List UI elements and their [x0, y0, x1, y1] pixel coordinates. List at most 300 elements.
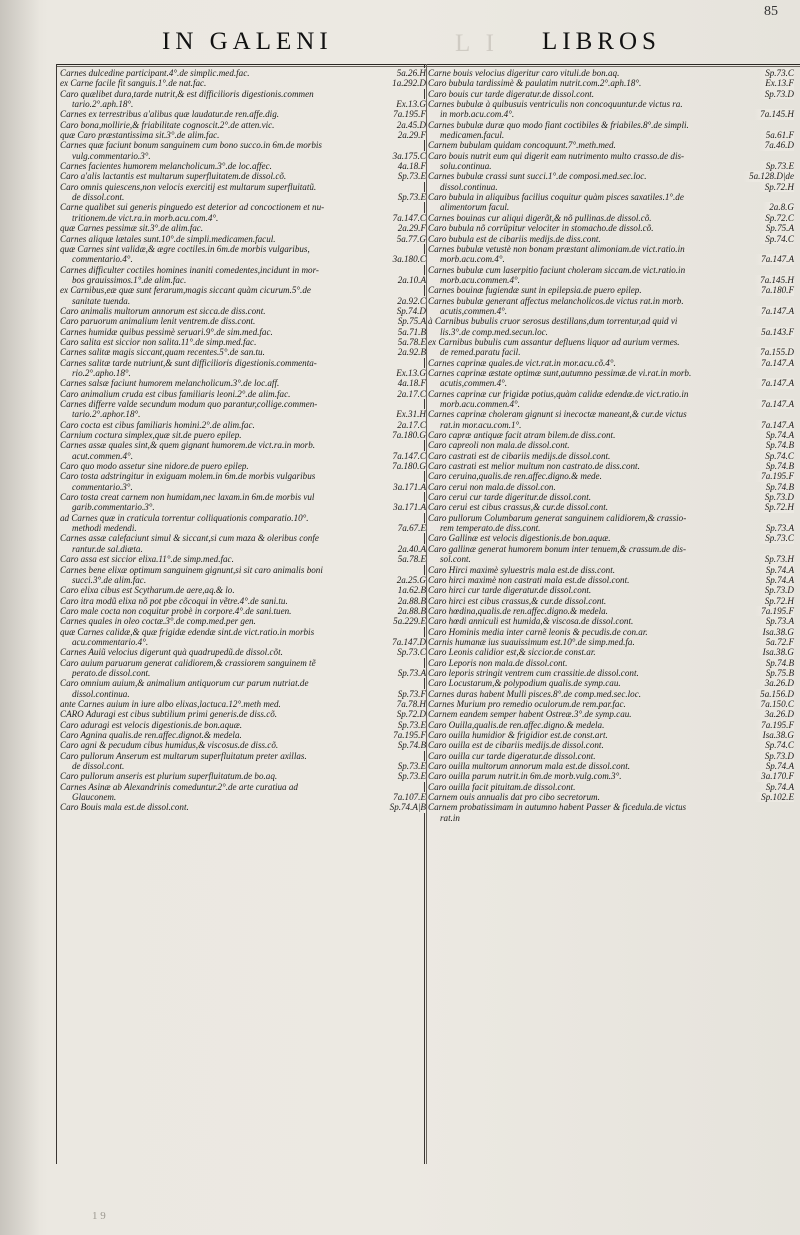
- entry-reference: Sp.75.A: [392, 316, 426, 326]
- entry-reference: 7a.150.C: [755, 699, 794, 709]
- index-entry-line: [60, 399, 428, 409]
- entry-text: Carne bouis velocius digeritur caro vituli.de bon.aq.: [428, 68, 620, 78]
- entry-reference: 7a.145.H: [754, 109, 794, 119]
- index-entry-line: [428, 678, 796, 688]
- entry-text: Caro bubula tardissimè & paulatim nutrit.com.2°.aph.18°.: [428, 78, 642, 89]
- entry-reference: Sp.73.C: [391, 647, 426, 657]
- index-entry-line: [60, 389, 428, 399]
- entry-text: Carnem eandem semper habent Ostreæ.3°.de symp.cau.: [428, 709, 632, 720]
- entry-reference: 7a.67.E: [392, 523, 426, 533]
- index-entry-line: [60, 596, 428, 606]
- entry-reference: 2a.17.C: [391, 420, 426, 430]
- entry-text: Caro bubula est de cibariis medijs.de diss.cont.: [428, 233, 601, 244]
- entry-text: methodi medendi.: [72, 523, 137, 534]
- entry-text: Carnes duras habent Mulli pisces.8°.de comp.med.sec.loc.: [428, 688, 642, 699]
- entry-text: Carnes bubulæ cum laserpitio faciunt choleram siccam.de vict.ratio.in: [428, 264, 686, 275]
- index-entry-line: [428, 492, 796, 502]
- entry-reference: Sp.74.C: [759, 234, 794, 244]
- index-entry-line: [60, 689, 428, 699]
- entry-text: Carnes bubulæ duræ quo modo fiant coctibiles & friabiles.8°.de simpli.: [428, 119, 689, 130]
- index-entry-line: [60, 647, 428, 657]
- entry-text: Caro agni & pecudum cibus humidus,& viscosus.de diss.cõ.: [60, 740, 279, 751]
- entry-text: bos grauissimos.1°.de alim.fac.: [72, 274, 187, 285]
- entry-text: rem temperato.de diss.cont.: [440, 523, 541, 534]
- entry-text: Caro bouis cur tarde digeratur.de dissol.cont.: [428, 88, 595, 99]
- index-entry-line: [428, 782, 796, 792]
- index-entry-line: [428, 420, 796, 430]
- entry-text: Caro hirci maximè non castrati mala est.de dissol.cont.: [428, 574, 630, 585]
- folio-number: 85: [764, 4, 778, 19]
- entry-reference: Sp.73.E: [392, 771, 426, 781]
- entry-reference: Isa.38.G: [757, 627, 794, 637]
- entry-text: Caro tosta creat carnem non humidam,nec laxam.in 6m.de morbis vul: [60, 492, 315, 503]
- entry-text: Carnem bubulam quidam concoquunt.7°.meth.med.: [428, 140, 616, 151]
- index-entry-line: [60, 471, 428, 481]
- entry-reference: Sp.72.H: [759, 502, 794, 512]
- entry-text: Carnes assæ quales sint,& quem gignant humorem.de vict.ra.in morb.: [60, 440, 316, 451]
- top-rule-thin: [56, 66, 800, 67]
- index-entry-line: [60, 68, 428, 78]
- entry-reference: 7a.180.G: [386, 461, 426, 471]
- running-head-left: IN GALENI: [162, 28, 333, 55]
- entry-reference: Sp.74.A: [760, 430, 794, 440]
- index-entry-line: [60, 327, 428, 337]
- index-entry-line: [60, 347, 428, 357]
- entry-text: Carnes salitæ magis siccant,quam recentes.5°.de san.tu.: [60, 347, 265, 358]
- entry-reference: 5a.61.F: [760, 130, 794, 140]
- index-entry-line: [428, 389, 796, 399]
- index-entry-line: [60, 606, 428, 616]
- entry-text: CARO Aduragi est cibus subtilium primi generis.de diss.cõ.: [60, 709, 278, 720]
- entry-reference: Sp.73.D: [759, 585, 794, 595]
- entry-reference: 7a.155.D: [754, 347, 794, 357]
- entry-text: Caro auium paruarum generat calidiorem,& crassiorem sanguinem tẽ: [60, 657, 316, 668]
- entry-text: Caro hœdina,qualis.de ren.affec.digno.& medela.: [428, 605, 608, 616]
- entry-text: à Carnibus bubulis cruor serosus destillans,dum torrentur,ad quid vi: [428, 316, 678, 327]
- entry-text: quæ Caro præstantissima sit.3°.de alim.fac.: [60, 130, 220, 141]
- index-entry-line: [428, 802, 796, 812]
- entry-reference: 2a.29.F: [392, 223, 426, 233]
- index-entry-line: [60, 513, 428, 523]
- entry-reference: 2a.17.C: [391, 389, 426, 399]
- entry-reference: Sp.74.A: [760, 565, 794, 575]
- entry-reference: Sp.75.A: [760, 223, 794, 233]
- index-entry-line: [60, 161, 428, 171]
- index-entry-line: [60, 585, 428, 595]
- index-entry-line: [428, 409, 796, 419]
- entry-reference: 2a.92.C: [391, 296, 426, 306]
- index-entry-line: [428, 533, 796, 543]
- entry-reference: 1a.292.D: [386, 78, 426, 88]
- index-entry-line: [60, 202, 428, 212]
- index-entry-line: [60, 285, 428, 295]
- entry-text: Caro itra modũ elixa nõ pot pbe cõcoqui in vẽtre.4°.de sani.tu.: [60, 595, 288, 606]
- entry-reference: 7a.46.D: [759, 140, 794, 150]
- entry-text: Caro cerui cur tarde digeritur.de dissol.cont.: [428, 492, 592, 503]
- entry-text: dissol.continua.: [440, 181, 498, 192]
- entry-text: ex Carnibus bubulis cum assantur defluens liquor ad aurium vermes.: [428, 336, 680, 347]
- entry-reference: Sp.73.D: [759, 89, 794, 99]
- entry-reference: 5a.72.F: [760, 637, 794, 647]
- index-entry-line: [428, 316, 796, 326]
- entry-text: Caro bona,mollirie,& friabilitate cognoscit.2°.de atten.vic.: [60, 119, 275, 130]
- index-entry-line: [428, 565, 796, 575]
- entry-text: Carnes quæ faciunt bonum sanguinem cum bono succo.in 6m.de morbis: [60, 140, 322, 151]
- entry-reference: 2a.45.D: [391, 120, 426, 130]
- index-entry-line: [60, 440, 428, 450]
- entry-text: alimentorum facul.: [440, 202, 510, 213]
- entry-text: Caro ouilla humidior & frigidior est.de const.art.: [428, 730, 608, 740]
- index-entry-line: [60, 130, 428, 140]
- index-entry-line: [60, 554, 428, 564]
- entry-reference: Sp.72.D: [391, 709, 426, 719]
- entry-text: ad Carnes quæ in craticula torrentur colliquationis comparatio.10°.: [60, 512, 309, 523]
- entry-text: Caro capræ antiquæ facit atram bilem.de diss.cont.: [428, 430, 616, 441]
- index-entry-line: [60, 337, 428, 347]
- index-entry-line: [428, 265, 796, 275]
- entry-reference: 3a.26.D: [759, 709, 794, 719]
- index-entry-line: [428, 699, 796, 709]
- index-column-left: [60, 68, 428, 813]
- index-entry-line: [428, 130, 796, 140]
- entry-reference: Sp.73.E: [392, 720, 426, 730]
- index-entry-line: [60, 368, 428, 378]
- entry-text: Carnis humanæ ius suauissimum est.10°.de simp.med.fa.: [428, 636, 635, 647]
- index-entry-line: [428, 327, 796, 337]
- entry-reference: Sp.74.A: [760, 782, 794, 792]
- entry-reference: 1a.62.B: [392, 585, 426, 595]
- index-entry-line: [428, 223, 796, 233]
- index-entry-line: [60, 430, 428, 440]
- entry-reference: 7a.147.A: [755, 358, 794, 368]
- index-entry-line: [60, 223, 428, 233]
- entry-reference: 7a.147.D: [386, 637, 426, 647]
- index-entry-line: [60, 213, 428, 223]
- entry-text: Caro Leonis calidior est,& siccior.de const.ar.: [428, 647, 596, 658]
- entry-reference: Sp.74.B: [760, 440, 794, 450]
- entry-text: Caro animalis multorum annorum est sicca.de diss.cont.: [60, 305, 266, 316]
- entry-reference: Ex.31.H: [390, 409, 426, 419]
- entry-text: in morb.acu.com.4°.: [440, 109, 515, 120]
- entry-text: Caro quælibet dura,tarde nutrit,& est difficilioris digestionis.commen: [60, 88, 314, 99]
- entry-reference: Sp.73.E: [392, 171, 426, 181]
- entry-text: Carnes bouinæ fugiendæ sunt in epilepsia.de puero epilep.: [428, 285, 642, 296]
- entry-reference: 2a.25.G: [391, 575, 426, 585]
- entry-text: de remed.paratu facil.: [440, 347, 521, 358]
- entry-text: Caro gallinæ generat humorem bonum inter tenuem,& crassum.de dis-: [428, 543, 686, 554]
- index-entry-line: [60, 565, 428, 575]
- entry-text: Caro quo modo assetur sine nidore.de puero epilep.: [60, 461, 249, 472]
- index-entry-line: [428, 347, 796, 357]
- index-entry-line: [60, 296, 428, 306]
- index-entry-line: [60, 730, 428, 740]
- entry-text: Carnes ex terrestribus a'alibus quæ laudatur.de ren.affe.dig.: [60, 109, 280, 120]
- index-entry-line: [60, 78, 428, 88]
- entry-text: Carnes salsæ faciunt humorem melancholicum.3°.de loc.aff.: [60, 378, 280, 389]
- index-entry-line: [428, 120, 796, 130]
- entry-reference: Sp.73.D: [759, 492, 794, 502]
- entry-reference: 3a.180.C: [387, 254, 426, 264]
- entry-text: Caro pullorum Columbarum generat sanguinem calidiorem,& crassio-: [428, 512, 687, 523]
- entry-text: quæ Carnes sint validæ,& ægre coctiles.in 6m.de morbis vulgaribus,: [60, 243, 310, 254]
- index-entry-line: [60, 658, 428, 668]
- show-through-text: L I: [455, 30, 499, 57]
- entry-text: Caro castrati est de cibariis medijs.de dissol.cont.: [428, 450, 611, 461]
- index-entry-line: [60, 492, 428, 502]
- index-entry-line: [60, 802, 428, 812]
- index-entry-line: [60, 720, 428, 730]
- entry-text: Carnes differre valde secundum modum quo parantur,collige.commen-: [60, 399, 318, 409]
- entry-text: Carnes facientes humorem melancholicum.3°.de loc.affec.: [60, 161, 272, 172]
- entry-reference: 4a.18.F: [392, 161, 426, 171]
- entry-text: vulg.commentario.3°.: [72, 150, 151, 161]
- index-entry-line: [428, 171, 796, 181]
- index-entry-line: [60, 533, 428, 543]
- index-entry-line: [60, 358, 428, 368]
- entry-text: Carnes caprinæ choleram gignunt si inecoctæ maneant,& cur.de victus: [428, 409, 687, 420]
- index-entry-line: [60, 523, 428, 533]
- index-entry-line: [428, 813, 796, 823]
- entry-reference: Sp.73.D: [759, 751, 794, 761]
- entry-reference: Sp.73.E: [392, 761, 426, 771]
- entry-reference: 2a.88.B: [392, 606, 426, 616]
- index-entry-line: [60, 171, 428, 181]
- entry-text: Carnes assæ calefaciunt simul & siccant,si cum maza & oleribus confe: [60, 533, 319, 544]
- index-entry-line: [60, 616, 428, 626]
- index-entry-line: [60, 89, 428, 99]
- index-entry-line: [428, 99, 796, 109]
- entry-text: quæ Carnes calidæ,& quæ frigidæ edendæ sint.de vict.ratio.in morbis: [60, 626, 315, 637]
- index-entry-line: [60, 120, 428, 130]
- entry-text: Caro Hominis media inter carnẽ leonis & pecudis.de con.ar.: [428, 626, 648, 637]
- entry-reference: 7a.180.F: [755, 285, 794, 295]
- entry-text: Carnes quales in oleo coctæ.3°.de comp.med.per gen.: [60, 616, 256, 627]
- index-entry-line: [428, 213, 796, 223]
- page-bottom-mark: 1 9: [92, 1210, 106, 1222]
- entry-text: Carnes bubulæ à quibusuis ventriculis non concoquuntur.de victus ra.: [428, 99, 683, 110]
- entry-text: quæ Carnes pessimæ sit.3°.de alim.fac.: [60, 223, 204, 234]
- index-entry-line: [428, 451, 796, 461]
- index-entry-line: [60, 699, 428, 709]
- entry-reference: 7a.147.A: [755, 306, 794, 316]
- entry-reference: 3a.26.D: [759, 678, 794, 688]
- entry-text: Caro pullorum Anserum est multarum superfluitatum preter axillas.: [60, 750, 307, 761]
- entry-text: solu.continua.: [440, 161, 492, 172]
- entry-text: Caro aduragi est velocis digestionis.de bon.aquæ.: [60, 719, 243, 730]
- entry-text: perato.de dissol.cont.: [72, 667, 151, 678]
- index-entry-line: [60, 316, 428, 326]
- entry-text: garib.commentario.3°.: [72, 502, 155, 513]
- entry-reference: Ex.13.G: [390, 368, 426, 378]
- entry-text: acutis,commen.4°.: [440, 305, 508, 316]
- index-entry-line: [428, 637, 796, 647]
- index-entry-line: [428, 523, 796, 533]
- index-entry-line: [60, 420, 428, 430]
- index-entry-line: [428, 471, 796, 481]
- entry-text: Caro Locustarum,& polypodium qualis.de symp.cau.: [428, 678, 621, 689]
- entry-text: dissol.continua.: [72, 688, 130, 699]
- entry-reference: 2a.10.A: [392, 275, 426, 285]
- entry-text: Carnes aliquæ lætales sunt.10°.de simpli.medicamen.facul.: [60, 233, 276, 244]
- entry-reference: Sp.73.C: [759, 68, 794, 78]
- index-entry-line: [428, 151, 796, 161]
- entry-reference: Sp.102.E: [755, 792, 794, 802]
- index-entry-line: [60, 151, 428, 161]
- entry-text: Caro leporis stringit ventrem cum crassitie.de dissol.cont.: [428, 667, 639, 678]
- entry-reference: 5a.77.G: [391, 234, 426, 244]
- index-entry-line: [428, 161, 796, 171]
- entry-text: de dissol.cont.: [72, 761, 125, 772]
- entry-text: Carnes Murium pro remedio oculorum.de rem.par.fac.: [428, 698, 626, 709]
- entry-text: rio.2°.apho.18°.: [72, 367, 131, 378]
- entry-text: Caro assa est siccior elixa.11°.de simp.med.fac.: [60, 554, 234, 565]
- entry-reference: 7a.147.C: [387, 213, 426, 223]
- entry-reference: Sp.74.B: [760, 658, 794, 668]
- entry-text: Caro ouilla cur tarde digeratur.de dissol.cont.: [428, 750, 596, 761]
- top-rule: [56, 64, 800, 65]
- index-entry-line: [428, 668, 796, 678]
- index-entry-line: [428, 554, 796, 564]
- index-entry-line: [428, 182, 796, 192]
- entry-text: rantur.de sal.diæta.: [72, 543, 143, 554]
- index-entry-line: [428, 358, 796, 368]
- entry-reference: 5a.128.D|de: [743, 171, 794, 181]
- index-entry-line: [428, 730, 796, 740]
- entry-reference: 3a.171.A: [387, 482, 426, 492]
- entry-reference: 3a.175.C: [387, 151, 426, 161]
- index-entry-line: [60, 668, 428, 678]
- entry-reference: 5a.143.F: [755, 327, 794, 337]
- index-entry-line: [428, 285, 796, 295]
- entry-text: Caro salita est siccior non salita.11°.de simp.med.fac.: [60, 336, 257, 347]
- index-entry-line: [60, 409, 428, 419]
- entry-reference: Ex.13.F: [759, 78, 794, 88]
- entry-text: Carnes caprinæ quales.de vict.rat.in mor.acu.cõ.4°.: [428, 357, 616, 368]
- index-entry-line: [60, 627, 428, 637]
- entry-text: de dissol.cont.: [72, 192, 125, 203]
- entry-text: Carnes difficulter coctiles homines inaniti comedentes,incidunt in mor-: [60, 264, 319, 275]
- entry-text: Caro capreoli non mala.de dissol.cont.: [428, 440, 570, 451]
- entry-reference: Isa.38.G: [757, 647, 794, 657]
- entry-text: tario.2°.aphor.18°.: [72, 409, 141, 420]
- entry-reference: 5a.78.E: [392, 337, 426, 347]
- index-entry-line: [428, 368, 796, 378]
- entry-reference: Sp.73.C: [759, 533, 794, 543]
- entry-text: Carnes bouinas cur aliqui digerãt,& nõ pullinas.de dissol.cõ.: [428, 212, 652, 223]
- entry-reference: Sp.72.H: [759, 182, 794, 192]
- entry-text: Carne qualibet sui generis pinguedo est deterior ad concoctionem et nu-: [60, 202, 325, 213]
- entry-text: Carnes dulcedine participant.4°.de simplic.med.fac.: [60, 68, 250, 78]
- entry-reference: Sp.73.E: [392, 192, 426, 202]
- index-entry-line: [60, 771, 428, 781]
- index-entry-line: [60, 482, 428, 492]
- entry-text: Caro bubula in aliquibus facilius coquitur quàm pisces saxatiles.1°.de: [428, 192, 684, 203]
- entry-text: tritionem.de vict.ra.in morb.acu.com.4°.: [72, 212, 219, 223]
- entry-text: Caro ouilla facit pituitam.de dissol.cont.: [428, 781, 576, 792]
- entry-reference: Sp.74.A: [760, 575, 794, 585]
- entry-text: rat.in mor.acu.com.1°.: [440, 419, 522, 430]
- index-entry-line: [60, 182, 428, 192]
- index-entry-line: [428, 140, 796, 150]
- index-entry-line: [428, 109, 796, 119]
- entry-text: Carnem ouis annualis dat pro cibo secretorum.: [428, 792, 600, 803]
- entry-reference: Sp.74.A: [760, 761, 794, 771]
- index-entry-line: [428, 647, 796, 657]
- entry-text: Caro hirci est cibus crassus,& cur.de dissol.cont.: [428, 595, 607, 606]
- entry-text: Caro hirci cur tarde digeratur.de dissol.cont.: [428, 585, 592, 596]
- index-entry-line: [428, 202, 796, 212]
- index-entry-line: [428, 689, 796, 699]
- entry-reference: Sp.74.B: [760, 461, 794, 471]
- entry-text: Caro castrati est melior multum non castrato.de diss.cont.: [428, 461, 640, 472]
- running-head-right: LIBROS: [542, 28, 661, 55]
- entry-reference: Sp.74.B: [392, 740, 426, 750]
- entry-reference: 2a.88.B: [392, 596, 426, 606]
- entry-text: tario.2°.aph.18°.: [72, 99, 134, 110]
- entry-reference: Sp.74.C: [759, 740, 794, 750]
- entry-text: morb.acu.com.4°.: [440, 254, 505, 265]
- entry-reference: 2a.8.G: [763, 202, 794, 212]
- entry-reference: 2a.40.A: [392, 544, 426, 554]
- entry-reference: Sp.72.H: [759, 596, 794, 606]
- index-entry-line: [60, 99, 428, 109]
- entry-text: succi.3°.de alim.fac.: [72, 574, 147, 585]
- entry-text: sol.cont.: [440, 554, 471, 565]
- entry-text: medicamen.facul.: [440, 130, 505, 141]
- index-entry-line: [60, 502, 428, 512]
- entry-reference: Sp.72.C: [759, 213, 794, 223]
- entry-text: Carnes humidæ quibus pessimè seruari.9°.de sim.med.fac.: [60, 326, 273, 337]
- entry-reference: 4a.18.F: [392, 378, 426, 388]
- entry-reference: Sp.74.C: [759, 451, 794, 461]
- entry-text: Caro ouilla parum nutrit.in 6m.de morb.vulg.com.3°.: [428, 771, 622, 782]
- index-entry-line: [428, 761, 796, 771]
- entry-reference: 3a.171.A: [387, 502, 426, 512]
- entry-reference: Sp.73.A: [760, 616, 794, 626]
- index-entry-line: [60, 792, 428, 802]
- index-entry-line: [60, 575, 428, 585]
- index-entry-line: [60, 740, 428, 750]
- entry-reference: 7a.107.E: [387, 792, 426, 802]
- entry-text: Caro ceruina,qualis.de ren.affec.digno.& mede.: [428, 471, 602, 482]
- index-entry-line: [428, 68, 796, 78]
- index-entry-line: [60, 451, 428, 461]
- entry-reference: 3a.170.F: [755, 771, 794, 781]
- index-entry-line: [60, 761, 428, 771]
- entry-reference: 7a.195.F: [755, 720, 794, 730]
- entry-reference: 2a.29.F: [392, 130, 426, 140]
- index-entry-line: [60, 378, 428, 388]
- entry-text: commentario.3°.: [72, 481, 133, 492]
- entry-reference: 5a.71.B: [392, 327, 426, 337]
- index-entry-line: [428, 78, 796, 88]
- index-entry-line: [60, 192, 428, 202]
- index-entry-line: [60, 275, 428, 285]
- left-margin-rule: [56, 64, 57, 1164]
- entry-text: Caro pullorum anseris est plurium superfluitatum.de bo.aq.: [60, 771, 278, 782]
- index-entry-line: [428, 771, 796, 781]
- index-entry-line: [428, 658, 796, 668]
- index-entry-line: [428, 709, 796, 719]
- entry-text: Caro paruorum animalium lenit ventrem.de diss.cont.: [60, 316, 256, 327]
- entry-text: Caro Gallinæ est velocis digestionis.de bon.aquæ.: [428, 533, 611, 544]
- entry-reference: Isa.38.G: [757, 730, 794, 740]
- entry-text: Carnes Asinæ ab Alexandrinis comeduntur.2°.de arte curatiua ad: [60, 781, 298, 792]
- entry-text: Caro bouis nutrit eum qui digerit eam nutrimento multo crasso.de dis-: [428, 150, 685, 161]
- index-entry-line: [428, 461, 796, 471]
- entry-reference: 7a.147.A: [755, 254, 794, 264]
- index-entry-line: [60, 254, 428, 264]
